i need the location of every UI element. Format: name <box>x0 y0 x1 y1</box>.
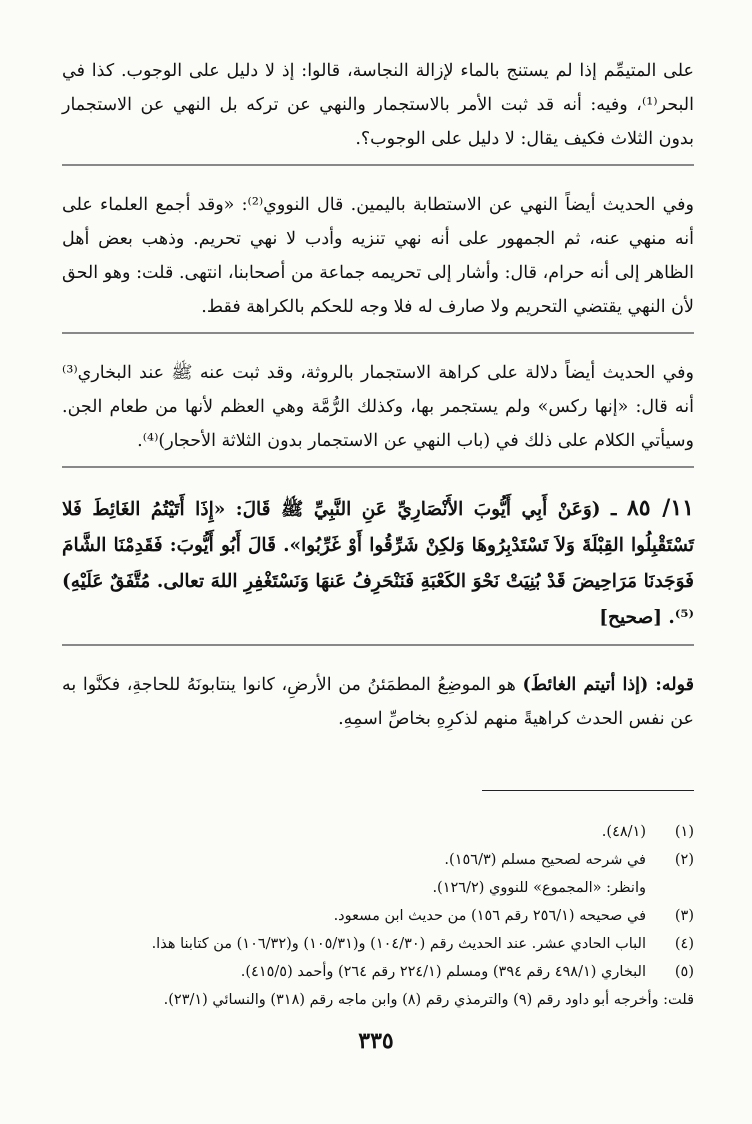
footnote-number: (٤) <box>674 936 694 952</box>
footnote-text: الباب الحادي عشر. عند الحديث رقم (١٠٤/٣٠) و(١٠٥/٣١) و(١٠٦/٣٢) من كتابنا هذا. <box>151 936 646 952</box>
footnote-number: (٥) <box>674 964 694 980</box>
footnote-4 <box>62 930 694 958</box>
hadith-number: ١١/ ٨٥ <box>626 495 694 521</box>
footnote-3 <box>62 902 694 930</box>
paragraph-separator <box>62 164 694 166</box>
paragraph-separator <box>62 332 694 334</box>
footnote-text: في شرحه لصحيح مسلم (١٥٦/٣). <box>444 852 646 868</box>
footnote-number: (١) <box>674 824 694 840</box>
footnote-text: في صحيحه (٢٥٦/١ رقم ١٥٦) من حديث ابن مسعود. <box>333 908 646 924</box>
footnote-text: البخاري (٤٩٨/١ رقم ٣٩٤) ومسلم (٢٢٤/١ رقم ٢٦٤) وأحمد (٤١٥/٥). <box>240 964 646 980</box>
footnote-2 <box>62 846 694 874</box>
main-text <box>62 54 694 736</box>
commentary <box>62 668 694 736</box>
paragraph-1: على المتيمِّم إذا لم يستنج بالماء لإزالة النجاسة، قالوا: إذ لا دليل على الوجوب. كذا في البحر⁽¹⁾، وفيه: أنه قد ثبت الأمر بالاستجمار والنهي عن تركه بل النهي عن الاستجمار بدون الثلاث فكيف يقال: لا دليل على الوجوب؟. <box>62 61 694 149</box>
footnote-2-continuation: وانظر: «المجموع» للنووي (١٢٦/٢). <box>432 880 646 896</box>
footnote-5-continuation: قلت: وأخرجه أبو داود رقم (٩) والترمذي رقم (٨) وابن ماجه رقم (٣١٨) والنسائي (٢٣/١). <box>163 992 694 1008</box>
footnote-text: (٤٨/١). <box>601 824 646 840</box>
paragraph-separator <box>62 466 694 468</box>
footnote-number: (٣) <box>674 908 694 924</box>
footnote-number: (٢) <box>674 852 694 868</box>
commentary-lead: قوله: (إذا أتيتم الغائطَ) <box>522 675 695 695</box>
commentary-text: هو الموضِعُ المطمَئنُ من الأرضِ، كانوا ينتابونَهُ للحاجةِ، فكنَّوا به عن نفس الحدث كراهيةً منهم لذكرِهِ بخاصِّ اسمِهِ. <box>62 675 694 729</box>
footnote-1 <box>62 818 694 846</box>
hadith-text: ـ (وَعَنْ أَبِي أَيُّوبَ الأَنْصَارِيِّ عَنِ النَّبِيِّ ﷺ قَالَ: «إِذَا أَتَيْتُمُ الغَائِطَ فَلا تَسْتَقْبِلُوا القِبْلَةَ وَلاَ تَسْتَدْبِرُوهَا وَلكِنْ شَرِّقُوا أَوْ غَرِّبُوا». قَالَ أَبُو أَيُّوبَ: فَقَدِمْنَا الشَّامَ فَوَجَدنَا مَرَاحِيضَ قَدْ بُنِيَتْ نَحْوَ الكَعْبَةِ فَنَنْحَرِفُ عَنهَا وَنَسْتَغْفِرِ اللهَ تعالى. مُتَّفَقٌ عَلَيْهِ)⁽⁵⁾. <box>62 499 694 628</box>
hadith-grade: [صحيح] <box>599 607 662 628</box>
paragraph-3: وفي الحديث أيضاً دلالة على كراهة الاستجمار بالروثة، وقد ثبت عنه ﷺ عند البخاري⁽³⁾ أنه قال: «إنها ركس» ولم يستجمر بها، وكذلك الرُّمَّة وهي العظم لأنها من طعام الجن. وسيأتي الكلام على ذلك في (باب النهي عن الاستجمار بدون الثلاثة الأحجار)⁽⁴⁾. <box>62 363 694 451</box>
footnote-rule <box>482 790 694 791</box>
footnotes <box>62 818 694 1014</box>
paragraph-2: وفي الحديث أيضاً النهي عن الاستطابة باليمين. قال النووي⁽²⁾: «وقد أجمع العلماء على أنه منهي عنه، ثم الجمهور على أنه نهي تنزيه وأدب لا نهي تحريم. وذهب بعض أهل الظاهر إلى أنه حرام، قال: وأشار إلى تحريمه جماعة من أصحابنا، انتهى. قلت: وهو الحق لأن النهي يقتضي التحريم ولا صارف له فلا وجه للحكم بالكراهة فقط. <box>62 195 695 317</box>
footnote-5 <box>62 958 694 986</box>
page-number: ٣٣٥ <box>358 1028 394 1054</box>
hadith-block <box>62 490 694 636</box>
paragraph-separator <box>62 644 694 646</box>
